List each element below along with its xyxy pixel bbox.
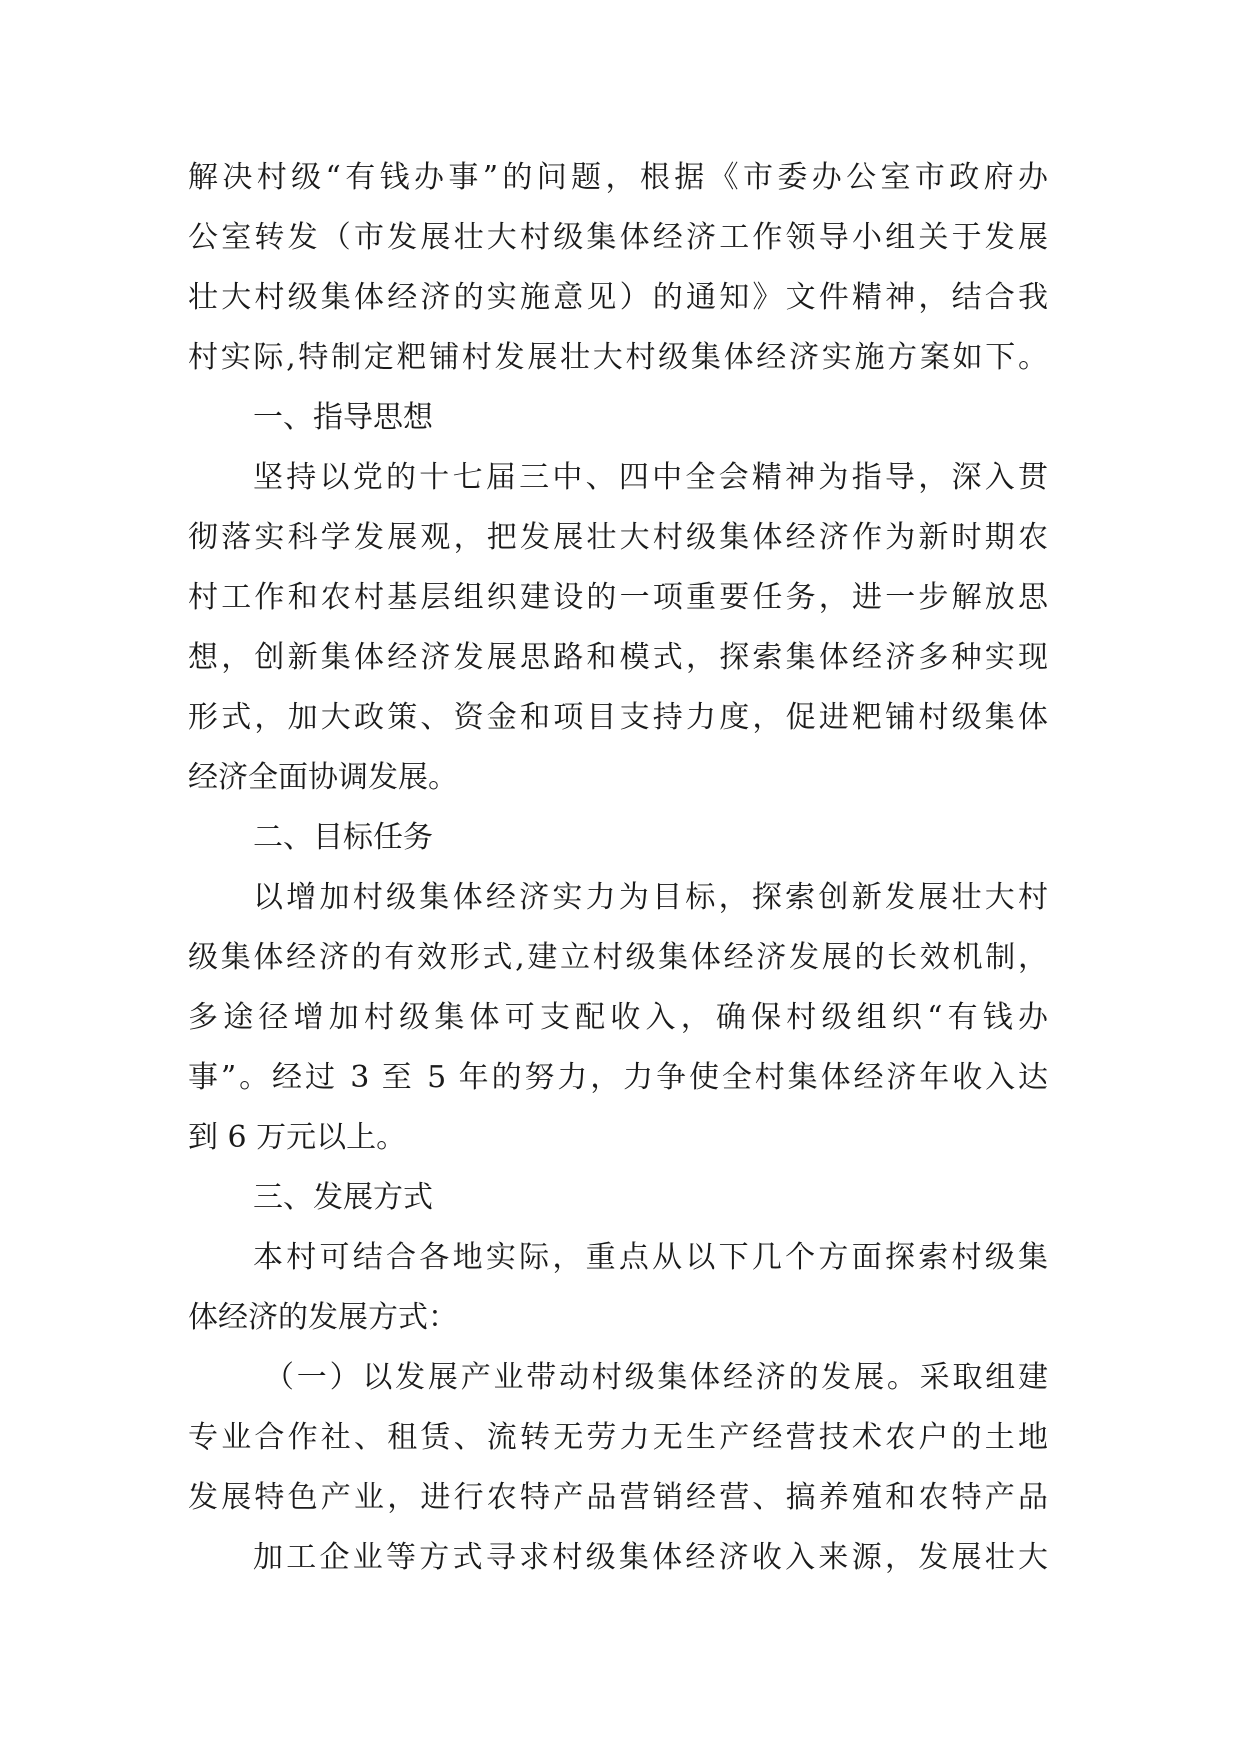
text-line: 本村可结合各地实际，重点从以下几个方面探索村级集 [253, 1240, 1048, 1275]
section-heading: 三、发展方式 [253, 1180, 433, 1215]
text-line: 级集体经济的有效形式,建立村级集体经济发展的长效机制， [188, 940, 1048, 975]
text-line: 到 6 万元以上。 [188, 1120, 407, 1155]
text-line: 想，创新集体经济发展思路和模式，探索集体经济多种实现 [188, 640, 1048, 675]
text-line: 事”。经过 3 至 5 年的努力，力争使全村集体经济年收入达 [188, 1060, 1048, 1095]
section-heading: 一、指导思想 [253, 400, 433, 435]
text-line: 村实际,特制定粑铺村发展壮大村级集体经济实施方案如下。 [188, 340, 1048, 375]
text-line: 经济全面协调发展。 [188, 760, 458, 795]
subsection-line: （一）以发展产业带动村级集体经济的发展。采取组建 [264, 1360, 1048, 1395]
text-line: 发展特色产业，进行农特产品营销经营、搞养殖和农特产品 [188, 1480, 1048, 1515]
text-line: 加工企业等方式寻求村级集体经济收入来源，发展壮大 [253, 1540, 1048, 1575]
text-line: 公室转发（市发展壮大村级集体经济工作领导小组关于发展 [188, 220, 1048, 255]
text-line: 专业合作社、租赁、流转无劳力无生产经营技术农户的土地 [188, 1420, 1048, 1455]
text-line: 形式，加大政策、资金和项目支持力度，促进粑铺村级集体 [188, 700, 1048, 735]
text-line: 以增加村级集体经济实力为目标，探索创新发展壮大村 [253, 880, 1048, 915]
text-line: 坚持以党的十七届三中、四中全会精神为指导，深入贯 [253, 460, 1048, 495]
section-heading: 二、目标任务 [253, 820, 433, 855]
text-line: 村工作和农村基层组织建设的一项重要任务，进一步解放思 [188, 580, 1048, 615]
text-line: 解决村级“有钱办事”的问题，根据《市委办公室市政府办 [188, 160, 1048, 195]
text-line: 体经济的发展方式： [188, 1300, 458, 1335]
text-line: 多途径增加村级集体可支配收入，确保村级组织“有钱办 [188, 1000, 1048, 1035]
text-line: 壮大村级集体经济的实施意见）的通知》文件精神，结合我 [188, 280, 1048, 315]
text-line: 彻落实科学发展观，把发展壮大村级集体经济作为新时期农 [188, 520, 1048, 555]
